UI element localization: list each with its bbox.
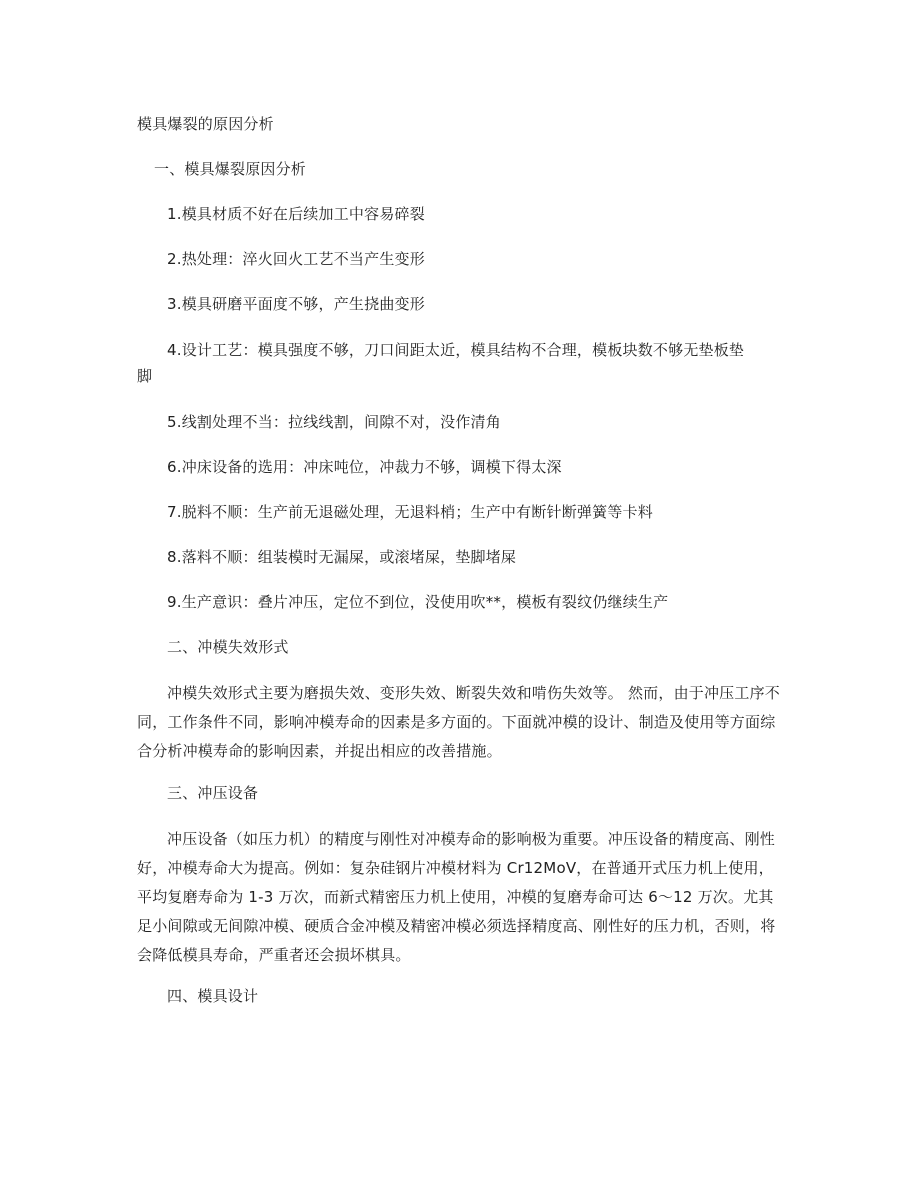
list-item-5: 5.线割处理不当：拉线线割，间隙不对，没作清角: [167, 413, 501, 431]
list-item-8: 8.落料不顺：组装模时无漏屎，或滚堵屎，垫脚堵屎: [167, 548, 517, 566]
section-3-paragraph: 冲压设备（如压力机）的精度与刚性对冲模寿命的影响极为重要。冲压设备的精度高、刚性好，冲模寿命大为提高。例如：复杂硅钢片冲模材料为 Cr12MoV，在普通开式压力机上使用，平均复磨寿命为 1-3 万次，而新式精密压力机上使用，冲模的复磨寿命可达 6～12 万次。尤其足小间隙或无间隙冲模、硬质合金冲模及精密冲模必须选择精度高、刚性好的压力机，否则，将会降低模具寿命，严重者还会损坏棋具。: [137, 830, 776, 964]
document-title: 模具爆裂的原因分析: [137, 115, 274, 133]
section-heading-1: 一、模具爆裂原因分析: [154, 160, 307, 178]
list-item-4-continuation: 脚: [137, 367, 153, 385]
list-item-1: 1.模具材质不好在后续加工中容易碎裂: [167, 205, 425, 223]
list-item-6: 6.冲床设备的选用：冲床吨位，冲裁力不够，调模下得太深: [167, 458, 562, 476]
list-item-2: 2.热处理：淬火回火工艺不当产生变形: [167, 250, 425, 268]
list-item-3: 3.模具研磨平面度不够，产生挠曲变形: [167, 295, 425, 313]
section-2-paragraph: 冲模失效形式主要为磨损失效、变形失效、断裂失效和啃伤失效等。 然而，由于冲压工序不同，工作条件不同，影响冲模寿命的因素是多方面的。下面就冲模的设计、制造及使用等方面综合分析冲模寿命的影响因素，并捉出相应的改善措施。: [137, 684, 780, 760]
list-item-7: 7.脱料不顺：生产前无退磁处理，无退料梢；生产中有断针断弹簧等卡料: [167, 503, 653, 521]
list-item-9: 9.生产意识：叠片冲压，定位不到位，没使用吹**，模板有裂纹仍继续生产: [167, 593, 669, 611]
section-heading-4: 四、模具设计: [167, 987, 259, 1005]
section-heading-3: 三、冲压设备: [167, 784, 259, 802]
section-heading-2: 二、冲模失效形式: [167, 638, 289, 656]
list-item-4: 4.设计工艺：模具强度不够，刀口间距太近，模具结构不合理，模板块数不够无垫板垫: [167, 341, 745, 359]
